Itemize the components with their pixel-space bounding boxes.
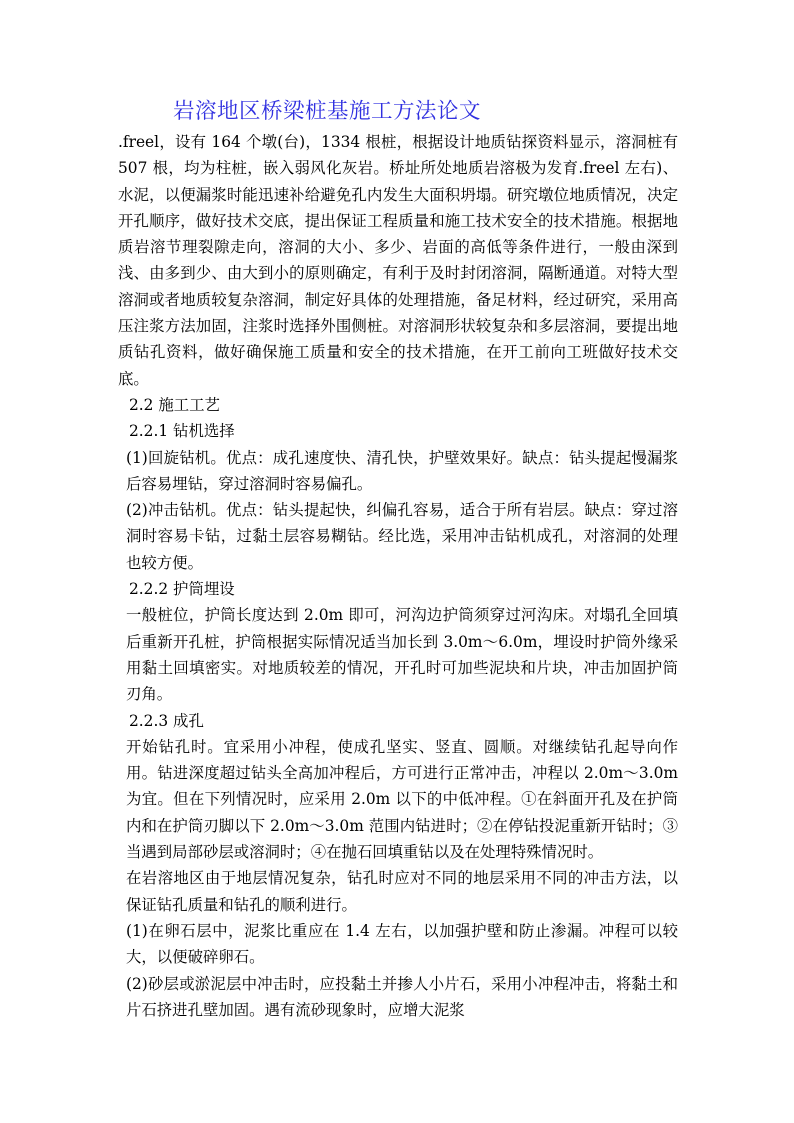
body-paragraph: 开始钻孔时。宜采用小冲程，使成孔坚实、竖直、圆顺。对继续钻孔起导向作用。钻进深度超过钻头全高加冲程后，方可进行正常冲击，冲程以 2.0m～3.0m 为宜。但在下列情况时，应采用 2.0m 以下的中低冲程。①在斜面开孔及在护筒内和在护筒刃脚以下 2.0m～3.0m 范围内钻进时；②在停钻投泥重新开钻时；③当遇到局部砂层或溶洞时；④在抛石回填重钻以及在处理特殊情况时。 xyxy=(126,737,678,862)
subsection-heading: 2.2.3 成孔 xyxy=(129,711,204,730)
body-paragraph: (1)在卵石层中，泥浆比重应在 1.4 左右，以加强护壁和防止渗漏。冲程可以较大，以便破碎卵石。 xyxy=(126,921,678,967)
body-paragraph: (1)回旋钻机。优点：成孔速度快、清孔快，护壁效果好。缺点：钻头提起慢漏浆后容易埋钻，穿过溶洞时容易偏孔。 xyxy=(126,448,678,493)
section-heading: 2.2 施工工艺 xyxy=(129,395,220,414)
body-paragraph: .freel，设有 164 个墩(台)，1334 根桩，根据设计地质钻探资料显示，溶洞桩有 507 根，均为柱桩，嵌入弱风化灰岩。桥址所处地质岩溶极为发育.freel 左右)、水泥，以便漏浆时能迅速补给避免孔内发生大面积坍塌。研究墩位地质情况，决定开孔顺序，做好技术交底，提出保证工程质量和施工技术安全的技术措施。根据地质岩溶节理裂隙走向，溶洞的大小、多少、岩面的高低等条件进行，一般由深到浅、由多到少、由大到小的原则确定，有利于及时封闭溶洞，隔断通道。对特大型溶洞或者地质较复杂溶洞，制定好具体的处理措施，备足材料，经过研究，采用高压注浆方法加固，注浆时选择外围侧桩。对溶洞形状较复杂和多层溶洞，要提出地质钻孔资料，做好确保施工质量和安全的技术措施，在开工前向工班做好技术交底。 xyxy=(118,133,678,388)
subsection-heading: 2.2.2 护筒埋设 xyxy=(129,580,235,599)
body-paragraph: 在岩溶地区由于地层情况复杂，钻孔时应对不同的地层采用不同的冲击方法，以保证钻孔质量和钻孔的顺利进行。 xyxy=(126,869,678,914)
body-paragraph: (2)砂层或淤泥层中冲击时，应投黏土并掺人小片石，采用小冲程冲击，将黏土和片石挤进孔壁加固。遇有流砂现象时，应增大泥浆 xyxy=(126,974,678,1019)
document-page xyxy=(118,97,678,1023)
subsection-heading: 2.2.1 钻机选择 xyxy=(129,422,235,441)
body-paragraph: (2)冲击钻机。优点：钻头提起快，纠偏孔容易，适合于所有岩层。缺点：穿过溶洞时容易卡钻，过黏土层容易糊钻。经比选，采用冲击钻机成孔，对溶洞的处理也较方便。 xyxy=(126,501,678,572)
document-title: 岩溶地区桥梁桩基施工方法论文 xyxy=(173,99,482,124)
body-paragraph: 一般桩位，护筒长度达到 2.0m 即可，河沟边护筒须穿过河沟床。对塌孔全回填后重新开孔桩，护筒根据实际情况适当加长到 3.0m～6.0m，埋设时护筒外缘采用黏土回填密实。对地质较差的情况，开孔时可加些泥块和片块，冲击加固护筒刃角。 xyxy=(126,606,678,704)
